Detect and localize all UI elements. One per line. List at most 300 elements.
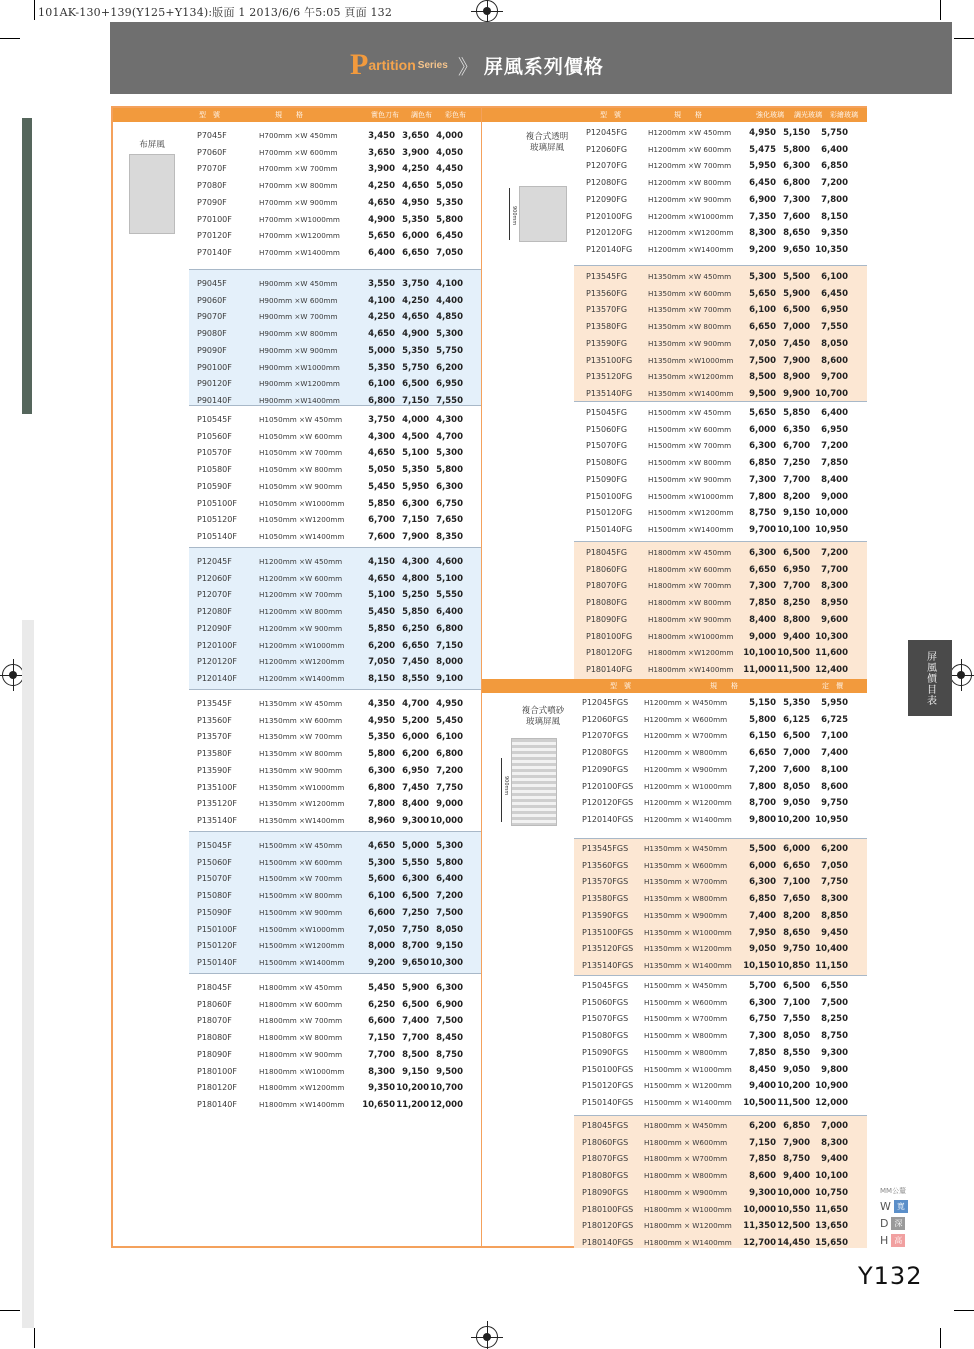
price-1: 8,300: [368, 1066, 395, 1077]
price-2: 7,400: [402, 1016, 429, 1027]
model-code: P150140F: [197, 957, 237, 967]
price-1: 10,000: [743, 1204, 776, 1215]
price-3: 5,350: [436, 197, 463, 208]
model-code: P180100F: [197, 1066, 237, 1076]
price-2: 8,400: [402, 799, 429, 810]
price-row: [189, 1047, 481, 1064]
size-spec: H1350mm ×W 900mm: [648, 338, 732, 348]
price-3: 9,350: [821, 228, 848, 239]
price-row: [574, 645, 867, 662]
price-1: 8,960: [368, 815, 395, 826]
price-2: 6,500: [783, 731, 810, 742]
category-glass-label: 複合式透明 玻璃屏風: [525, 132, 569, 153]
price-1: 5,300: [749, 272, 776, 282]
size-spec: H1500mm ×W 700mm: [259, 874, 343, 884]
price-row: [189, 462, 481, 479]
size-spec: H1200mm ×W 600mm: [259, 573, 343, 583]
model-code: P12060F: [197, 573, 232, 583]
unit-legend: [880, 1186, 908, 1249]
price-3: 4,450: [436, 164, 463, 175]
price-1: 6,800: [368, 395, 395, 406]
size-spec: H1200mm × W1400mm: [644, 814, 732, 824]
price-3: 5,800: [436, 214, 463, 225]
size-spec: H1800mm ×W 450mm: [259, 983, 343, 992]
size-spec: H700mm ×W 900mm: [259, 197, 338, 207]
price-2: 6,000: [402, 732, 429, 743]
price-3: 7,550: [821, 322, 848, 333]
size-spec: H1500mm × W1400mm: [644, 1097, 732, 1107]
size-spec: H900mm ×W1200mm: [259, 379, 340, 389]
price-2: 5,250: [402, 590, 429, 601]
price-2: 8,800: [783, 614, 810, 625]
model-code: P120140FG: [586, 244, 633, 254]
price-1: 5,450: [368, 607, 395, 618]
price-3: 6,450: [436, 231, 463, 242]
price-3: 6,750: [436, 498, 463, 509]
price-2: 7,250: [402, 907, 429, 918]
size-spec: H1800mm ×W1000mm: [259, 1066, 345, 1076]
brand-logo-text: artition: [368, 57, 416, 73]
price-row: [189, 780, 481, 797]
price-1: 7,850: [749, 598, 776, 609]
price-3: 5,300: [436, 448, 463, 459]
price-row: [189, 654, 481, 671]
price-row: [574, 1218, 867, 1235]
price-3: 10,000: [815, 508, 848, 519]
size-spec: H700mm ×W 450mm: [259, 131, 338, 140]
table-header-frosted: [482, 679, 867, 693]
price-2: 6,300: [402, 874, 429, 885]
size-spec: H1500mm ×W 800mm: [648, 458, 732, 468]
price-row: [574, 1235, 867, 1252]
price-3: 4,100: [436, 279, 463, 289]
price-2: 7,600: [783, 211, 810, 222]
model-code: P15090FGS: [582, 1047, 629, 1057]
category-fabric-label: 布屏風: [139, 140, 165, 150]
price-row: [574, 269, 867, 286]
price-row: [574, 192, 867, 209]
price-row: [574, 908, 867, 925]
size-spec: H1350mm × W900mm: [644, 910, 728, 920]
price-3: 5,950: [821, 698, 848, 708]
price-1: 5,150: [749, 698, 776, 708]
price-1: 12,700: [743, 1237, 776, 1248]
price-1: 6,450: [749, 178, 776, 189]
price-3: 7,100: [821, 731, 848, 742]
price-1: 6,700: [368, 515, 395, 526]
price-row: [574, 209, 867, 226]
size-spec: H1050mm ×W1400mm: [259, 531, 345, 541]
price-row: [189, 360, 481, 377]
price-2: 7,000: [783, 748, 810, 759]
price-group: [574, 542, 867, 679]
model-code: P12045FG: [586, 128, 628, 137]
price-group: [574, 266, 867, 402]
price-2: 8,650: [783, 927, 810, 938]
size-spec: H1800mm ×W1000mm: [648, 631, 734, 641]
price-2: 4,300: [402, 557, 429, 567]
model-code: P15090FG: [586, 474, 628, 484]
price-row: [189, 1064, 481, 1081]
price-1: 6,200: [368, 640, 395, 651]
model-code: P13570F: [197, 732, 232, 742]
price-2: 3,650: [402, 131, 429, 141]
price-3: 8,350: [436, 531, 463, 542]
price-1: 10,100: [743, 648, 776, 659]
model-code: P105100F: [197, 498, 237, 508]
price-row: [189, 813, 481, 830]
price-row: [574, 779, 867, 796]
model-code: P18070FG: [586, 581, 628, 591]
price-table-frame: [111, 106, 867, 1248]
crop-mark: [34, 0, 35, 20]
price-2: 10,000: [777, 1187, 810, 1198]
price-1: 7,800: [749, 781, 776, 792]
model-code: P7090F: [197, 197, 227, 207]
model-code: P12090FG: [586, 194, 628, 204]
price-2: 5,350: [402, 465, 429, 476]
price-row: [574, 1011, 867, 1028]
model-code: P15080FGS: [582, 1031, 629, 1041]
price-3: 9,000: [436, 799, 463, 810]
section-side-tab[interactable]: 屏風價目表: [908, 640, 952, 716]
size-spec: H1500mm ×W 800mm: [259, 891, 343, 901]
price-3: 9,400: [821, 1154, 848, 1165]
model-code: P135100FGS: [582, 927, 634, 937]
size-spec: H1800mm × W1000mm: [644, 1204, 732, 1214]
price-2: 11,200: [396, 1099, 429, 1110]
model-code: P12090F: [197, 623, 232, 633]
size-spec: H1050mm ×W 800mm: [259, 465, 343, 475]
price-1: 5,350: [368, 732, 395, 743]
model-code: P180120FGS: [582, 1221, 634, 1231]
brand-logo-letter: P: [350, 48, 369, 81]
crop-mark: [954, 38, 974, 39]
price-row: [574, 891, 867, 908]
price-2: 6,300: [783, 161, 810, 172]
model-code: P9045F: [197, 279, 227, 288]
price-1: 6,100: [368, 379, 395, 390]
price-2: 7,550: [783, 1014, 810, 1025]
size-spec: H1800mm ×W1200mm: [648, 648, 734, 658]
price-3: 6,800: [436, 623, 463, 634]
price-2: 6,350: [783, 424, 810, 435]
price-row: [189, 571, 481, 588]
price-3: 8,600: [821, 781, 848, 792]
price-3: 8,100: [821, 764, 848, 775]
price-1: 9,050: [749, 944, 776, 955]
price-1: 4,950: [749, 128, 776, 138]
price-3: 4,300: [436, 415, 463, 425]
price-1: 6,300: [749, 997, 776, 1008]
price-2: 4,250: [402, 164, 429, 175]
model-code: P7060F: [197, 147, 227, 157]
price-1: 3,550: [368, 279, 395, 289]
price-1: 8,600: [749, 1171, 776, 1182]
price-2: 8,250: [783, 598, 810, 609]
size-spec: H1800mm ×W1400mm: [259, 1099, 345, 1109]
price-3: 6,400: [821, 144, 848, 155]
price-1: 8,300: [749, 228, 776, 239]
price-2: 4,950: [402, 197, 429, 208]
price-row: [574, 545, 867, 562]
model-code: P120120F: [197, 657, 237, 667]
price-3: 5,050: [436, 181, 463, 192]
price-3: 6,550: [821, 981, 848, 991]
size-spec: H1200mm ×W1400mm: [648, 244, 734, 254]
size-spec: H1200mm ×W 900mm: [259, 623, 343, 633]
price-3: 7,650: [436, 515, 463, 526]
size-spec: H1500mm ×W 450mm: [648, 408, 732, 417]
price-row: [574, 1118, 867, 1135]
price-row: [574, 978, 867, 995]
price-2: 8,200: [783, 910, 810, 921]
price-3: 4,700: [436, 431, 463, 442]
size-spec: H1350mm ×W 450mm: [648, 272, 732, 281]
price-1: 6,850: [749, 894, 776, 905]
price-2: 4,700: [402, 699, 429, 709]
model-code: P10570F: [197, 448, 232, 458]
price-3: 6,800: [436, 749, 463, 760]
price-1: 10,150: [743, 960, 776, 971]
size-spec: H1200mm ×W1400mm: [259, 673, 345, 683]
price-3: 13,650: [815, 1221, 848, 1232]
size-spec: H1350mm ×W1200mm: [259, 799, 345, 809]
legend-height-badge: 高: [891, 1234, 905, 1247]
page-number: Y132: [858, 1262, 923, 1290]
price-2: 5,750: [402, 362, 429, 373]
header-price-1: 實色刀布: [371, 111, 399, 119]
price-row: [189, 955, 481, 972]
model-code: P15045FGS: [582, 981, 629, 990]
header-price-2: 調光玻璃: [794, 111, 822, 119]
model-code: P150120F: [197, 941, 237, 951]
price-row: [189, 888, 481, 905]
price-2: 6,650: [783, 860, 810, 871]
price-row: [574, 958, 867, 975]
price-3: 10,100: [815, 1171, 848, 1182]
price-2: 5,550: [402, 857, 429, 868]
model-code: P18060FG: [586, 564, 628, 574]
size-spec: H1200mm ×W1000mm: [259, 640, 345, 650]
price-row: [189, 445, 481, 462]
price-2: 6,250: [402, 623, 429, 634]
price-1: 5,000: [368, 345, 395, 356]
model-code: P18090FG: [586, 614, 628, 624]
price-1: 7,150: [368, 1033, 395, 1044]
price-2: 9,750: [783, 944, 810, 955]
price-row: [574, 1095, 867, 1112]
price-group: [574, 402, 867, 542]
size-spec: H700mm ×W1000mm: [259, 214, 340, 224]
price-3: 4,000: [436, 131, 463, 141]
price-row: [574, 1062, 867, 1079]
size-spec: H1350mm × W450mm: [644, 844, 728, 853]
price-2: 8,500: [402, 1049, 429, 1060]
price-2: 6,500: [783, 548, 810, 558]
size-spec: H1200mm × W450mm: [644, 698, 728, 707]
size-spec: H900mm ×W 700mm: [259, 312, 338, 322]
price-row: [189, 838, 481, 855]
model-code: P9090F: [197, 345, 227, 355]
price-3: 5,750: [821, 128, 848, 138]
price-1: 7,050: [368, 657, 395, 668]
price-row: [189, 1030, 481, 1047]
price-row: [189, 212, 481, 229]
price-1: 7,150: [749, 1137, 776, 1148]
price-row: [189, 729, 481, 746]
price-row: [189, 997, 481, 1014]
model-code: P12070FG: [586, 161, 628, 171]
model-code: P7045F: [197, 131, 227, 140]
price-1: 4,950: [368, 715, 395, 726]
price-3: 9,300: [821, 1047, 848, 1058]
price-row: [574, 336, 867, 353]
price-1: 5,475: [749, 144, 776, 155]
size-spec: H1500mm ×W 600mm: [259, 857, 343, 867]
price-1: 6,650: [749, 322, 776, 333]
price-1: 7,800: [749, 491, 776, 502]
price-3: 15,650: [815, 1237, 848, 1248]
dimension-label: 900mm: [503, 776, 509, 796]
size-spec: H1500mm × W450mm: [644, 981, 728, 990]
price-row: [574, 302, 867, 319]
table-header-left: [113, 108, 481, 122]
price-row: [189, 796, 481, 813]
price-2: 6,000: [402, 231, 429, 242]
model-code: P12080FG: [586, 178, 628, 188]
price-3: 7,200: [821, 441, 848, 452]
price-row: [574, 858, 867, 875]
price-1: 9,200: [368, 957, 395, 968]
price-2: 8,750: [783, 1154, 810, 1165]
price-2: 8,550: [783, 1047, 810, 1058]
size-spec: H1200mm ×W 450mm: [259, 557, 343, 566]
column-divider: [481, 108, 482, 1246]
price-1: 7,950: [749, 927, 776, 938]
price-3: 12,000: [815, 1097, 848, 1108]
size-spec: H900mm ×W 450mm: [259, 279, 338, 288]
model-code: P15080FG: [586, 458, 628, 468]
price-1: 6,200: [749, 1121, 776, 1131]
price-3: 9,750: [821, 798, 848, 809]
price-1: 8,400: [749, 614, 776, 625]
price-1: 10,650: [362, 1099, 395, 1110]
model-code: P150120FGS: [582, 1081, 634, 1091]
price-3: 10,300: [430, 957, 463, 968]
price-2: 10,850: [777, 960, 810, 971]
model-code: P13590F: [197, 765, 232, 775]
price-2: 6,200: [402, 749, 429, 760]
price-3: 8,250: [821, 1014, 848, 1025]
price-3: 9,500: [436, 1066, 463, 1077]
price-1: 7,800: [368, 799, 395, 810]
price-3: 8,150: [821, 211, 848, 222]
price-1: 6,900: [749, 194, 776, 205]
price-2: 7,750: [402, 924, 429, 935]
price-1: 6,100: [749, 305, 776, 316]
price-3: 5,750: [436, 345, 463, 356]
price-3: 9,700: [821, 372, 848, 383]
price-2: 5,800: [783, 144, 810, 155]
size-spec: H1800mm ×W 900mm: [259, 1049, 343, 1059]
price-3: 10,700: [815, 388, 848, 399]
price-2: 6,125: [783, 714, 810, 725]
price-2: 4,650: [402, 181, 429, 192]
model-code: P150100FG: [586, 491, 633, 501]
size-spec: H900mm ×W1000mm: [259, 362, 340, 372]
price-3: 7,150: [436, 640, 463, 651]
size-spec: H1500mm ×W 700mm: [648, 441, 732, 451]
price-row: [189, 1013, 481, 1030]
price-3: 6,400: [436, 607, 463, 618]
price-row: [189, 980, 481, 997]
price-row: [189, 512, 481, 529]
price-3: 7,500: [436, 907, 463, 918]
model-code: P15060FG: [586, 424, 628, 434]
price-2: 6,500: [783, 981, 810, 991]
price-row: [574, 1168, 867, 1185]
price-row: [574, 1151, 867, 1168]
model-code: P18080F: [197, 1033, 232, 1043]
price-1: 5,650: [368, 231, 395, 242]
price-1: 9,400: [749, 1081, 776, 1092]
model-code: P18080FG: [586, 598, 628, 608]
price-1: 4,900: [368, 214, 395, 225]
price-3: 8,950: [821, 598, 848, 609]
size-spec: H1350mm ×W1000mm: [648, 355, 734, 365]
model-code: P70140F: [197, 247, 232, 257]
price-row: [574, 422, 867, 439]
size-spec: H1350mm × W700mm: [644, 877, 728, 887]
price-3: 6,900: [436, 999, 463, 1010]
model-code: P135100F: [197, 782, 237, 792]
price-2: 7,700: [783, 581, 810, 592]
legend-heading: MM公釐: [880, 1187, 907, 1195]
legend-width: W 寬: [880, 1198, 908, 1215]
price-3: 7,400: [821, 748, 848, 759]
price-1: 4,250: [368, 312, 395, 323]
size-spec: H1350mm ×W 900mm: [259, 765, 343, 775]
size-spec: H1050mm ×W 900mm: [259, 481, 343, 491]
price-1: 5,450: [368, 983, 395, 993]
size-spec: H1050mm ×W 450mm: [259, 415, 343, 424]
price-3: 7,850: [821, 458, 848, 469]
model-code: P7080F: [197, 181, 227, 191]
size-spec: H1350mm × W600mm: [644, 860, 728, 870]
model-code: P12090FGS: [582, 764, 629, 774]
price-1: 5,100: [368, 590, 395, 601]
size-spec: H1200mm × W1000mm: [644, 781, 732, 791]
price-2: 7,150: [402, 395, 429, 406]
price-3: 7,200: [436, 891, 463, 902]
size-spec: H1800mm ×W 700mm: [648, 581, 732, 591]
price-1: 8,000: [368, 941, 395, 952]
price-2: 5,350: [783, 698, 810, 708]
price-group: [189, 406, 481, 548]
size-spec: H700mm ×W1200mm: [259, 231, 340, 241]
model-code: P18060F: [197, 999, 232, 1009]
model-code: P120140F: [197, 673, 237, 683]
price-2: 8,050: [783, 1031, 810, 1042]
size-spec: H1350mm ×W 600mm: [648, 288, 732, 298]
size-spec: H1350mm ×W1400mm: [259, 815, 345, 825]
size-spec: H1350mm ×W 800mm: [648, 322, 732, 332]
size-spec: H1200mm ×W1200mm: [648, 228, 734, 238]
price-row: [574, 841, 867, 858]
price-1: 7,300: [749, 474, 776, 485]
price-1: 6,300: [749, 441, 776, 452]
